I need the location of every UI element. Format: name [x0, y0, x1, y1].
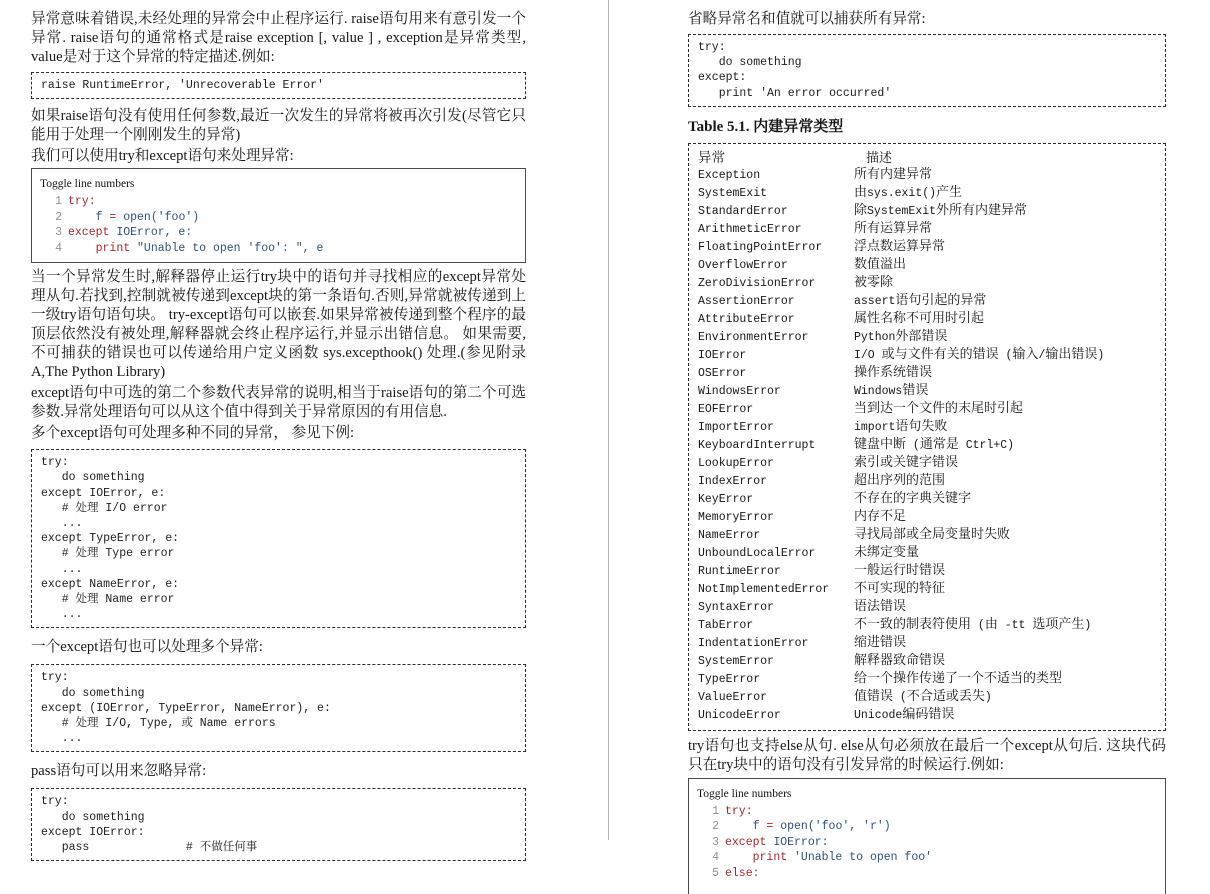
right-column	[608, 0, 1210, 880]
exception-name: WindowsError	[698, 384, 781, 398]
exception-description: 数值溢出	[854, 255, 907, 271]
code-line: # 处理 Name error	[41, 593, 175, 607]
highlighted-code	[40, 194, 517, 256]
table-row	[698, 688, 1156, 706]
table-row	[698, 292, 1156, 310]
code-line: 4 print "Unable to open 'foo': ", e	[40, 241, 517, 257]
code-block-catch-all	[688, 34, 1166, 107]
table-row	[698, 310, 1156, 328]
code-line: except:	[698, 71, 747, 85]
table-row	[698, 544, 1156, 562]
table-row	[698, 472, 1156, 490]
table-row	[698, 616, 1156, 634]
exception-description: Unicode编码错误	[854, 705, 955, 722]
code-line: except TypeError, e:	[41, 532, 180, 546]
table-row	[698, 580, 1156, 598]
code-line: print 'An error occurred'	[698, 86, 892, 100]
exception-name: UnboundLocalError	[698, 546, 816, 560]
code-line: ...	[41, 562, 83, 576]
exception-description: 超出序列的范围	[854, 471, 946, 487]
code-line: 2 f = open('foo')	[40, 210, 517, 226]
table-row	[698, 346, 1156, 364]
code-line: 1 try:	[697, 804, 1157, 820]
exception-name: OverflowError	[698, 258, 788, 272]
exception-description: 缩进错误	[854, 633, 907, 649]
exception-description: 由sys.exit()产生	[854, 183, 963, 200]
table-row	[698, 562, 1156, 580]
exception-description: 未绑定变量	[854, 543, 920, 559]
exception-description: 键盘中断 (通常是 Ctrl+C)	[854, 435, 1015, 452]
exception-name: KeyboardInterrupt	[698, 438, 816, 452]
paragraph-intro: 异常意味着错误,未经处理的异常会中止程序运行. raise语句用来有意引发一个异常. raise语句的通常格式是raise exception [, value ] , exception是异常类型, value是对于这个异常的特定描述.例如:	[31, 11, 526, 65]
table-row	[698, 400, 1156, 418]
exception-name: StandardError	[698, 204, 788, 218]
exception-description: assert语句引起的异常	[854, 291, 987, 308]
exception-name: SystemError	[698, 654, 774, 668]
code-line: 5 else:	[697, 866, 1157, 882]
table-row	[698, 382, 1156, 400]
exception-name: OSError	[698, 366, 747, 380]
code-block-try-open	[31, 168, 526, 263]
table-row	[698, 652, 1156, 670]
exception-description: 所有内建异常	[854, 165, 933, 181]
table-row	[698, 220, 1156, 238]
exception-description: Python外部错误	[854, 327, 948, 344]
header-exception: 异常	[698, 149, 725, 165]
exception-name: FloatingPointError	[698, 240, 823, 254]
code-line: raise RuntimeError, 'Unrecoverable Error'	[41, 79, 324, 92]
code-line: do something	[698, 56, 802, 70]
exception-description: 不可实现的特征	[854, 579, 946, 595]
exception-name: NotImplementedError	[698, 582, 830, 596]
code-line: 3 except IOError, e:	[40, 225, 517, 241]
exception-description: 不存在的字典关键字	[854, 489, 972, 505]
paragraph-one-except-many: 一个except语句也可以处理多个异常:	[31, 639, 263, 656]
table-row	[698, 184, 1156, 202]
exception-name: TabError	[698, 618, 754, 632]
table-header-row	[698, 150, 1156, 166]
exception-description: 索引或关键字错误	[854, 453, 959, 469]
highlighted-code	[697, 804, 1157, 882]
code-line: try:	[698, 41, 726, 54]
code-line: try:	[41, 671, 69, 685]
line-number: 5	[712, 866, 719, 880]
left-column	[0, 0, 608, 855]
exception-name: ZeroDivisionError	[698, 276, 816, 290]
exception-table	[688, 143, 1166, 731]
table-row	[698, 634, 1156, 652]
line-number: 4	[55, 241, 62, 255]
paragraph-catch-all: 省略异常名和值就可以捕获所有异常:	[688, 11, 926, 27]
line-number: 3	[712, 835, 719, 849]
toggle-line-numbers-link[interactable]: Toggle line numbers	[697, 787, 792, 800]
table-row	[698, 490, 1156, 508]
exception-name: IndexError	[698, 474, 768, 488]
code-line: except (IOError, TypeError, NameError), e:	[41, 701, 331, 715]
exception-description: 操作系统错误	[854, 363, 933, 379]
exception-description: 除SystemExit外所有内建异常	[854, 201, 1028, 218]
exception-name: SyntaxError	[698, 600, 774, 614]
table-row	[698, 202, 1156, 220]
table-row	[698, 670, 1156, 688]
code-line: # 处理 I/O error	[41, 501, 168, 515]
line-number: 4	[712, 851, 719, 865]
exception-name: KeyError	[698, 492, 754, 506]
exception-description: 浮点数运算异常	[854, 237, 946, 253]
exception-description: 语法错误	[854, 597, 907, 613]
table-row	[698, 526, 1156, 544]
exception-name: LookupError	[698, 456, 774, 470]
exception-description: 所有运算异常	[854, 219, 933, 235]
paragraph-multi-except: 多个except语句可处理多种不同的异常， 参见下例:	[31, 425, 355, 442]
table-row	[698, 598, 1156, 616]
exception-description: I/O 或与文件有关的错误 (输入/输出错误)	[854, 345, 1105, 362]
exception-name: ArithmeticError	[698, 222, 802, 236]
code-line: try:	[41, 795, 69, 809]
code-line: ...	[41, 732, 83, 746]
exception-description: 被零除	[854, 273, 894, 289]
exception-name: ImportError	[698, 420, 774, 434]
code-line: 1 try:	[40, 194, 517, 210]
table-row	[698, 274, 1156, 292]
code-block-tuple-except	[31, 664, 526, 752]
code-line: 3 except IOError:	[697, 835, 1157, 851]
paragraph-reraise: 如果raise语句没有使用任何参数,最近一次发生的异常将被再次引发(尽管它只能用于处理一个刚刚发生的异常)	[31, 108, 526, 144]
code-line: 2 f = open('foo', 'r')	[697, 819, 1157, 835]
code-line: try:	[41, 456, 69, 470]
code-block-try-else	[688, 778, 1166, 894]
code-block-pass	[31, 788, 526, 861]
exception-name: ValueError	[698, 690, 768, 704]
paragraph-pass: pass语句可以用来忽略异常:	[31, 763, 207, 780]
exception-name: TypeError	[698, 672, 761, 686]
table-row	[698, 706, 1156, 724]
exception-description: 寻找局部或全局变量时失败	[854, 525, 1011, 541]
table-row	[698, 436, 1156, 454]
table-row	[698, 454, 1156, 472]
code-line: # 处理 I/O, Type, 或 Name errors	[41, 717, 276, 731]
exception-name: AttributeError	[698, 312, 795, 326]
table-row	[698, 508, 1156, 526]
code-line: ...	[41, 608, 83, 622]
exception-name: SystemExit	[698, 186, 768, 200]
code-line: do something	[41, 471, 145, 485]
exception-name: UnicodeError	[698, 708, 781, 722]
table-row	[698, 238, 1156, 256]
line-number: 2	[712, 820, 719, 834]
code-line: # 处理 Type error	[41, 547, 175, 561]
table-row	[698, 166, 1156, 184]
line-number: 2	[55, 210, 62, 224]
code-line: except NameError, e:	[41, 577, 180, 591]
paragraph-else-clause: try语句也支持else从句. else从句必须放在最后一个except从句后. 这块代码只在try块中的语句没有引发异常的时候运行.例如:	[688, 737, 1166, 773]
exception-description: 内存不足	[854, 507, 907, 523]
paragraph-second-arg: except语句中可选的第二个参数代表异常的说明,相当于raise语句的第二个可选参数.异常处理语句可以从这个值中得到关于异常原因的有用信息.	[31, 385, 526, 421]
exception-name: Exception	[698, 168, 761, 182]
table-row	[698, 328, 1156, 346]
exception-name: IOError	[698, 348, 747, 362]
code-line: 4 print 'Unable to open foo'	[697, 850, 1157, 866]
exception-name: MemoryError	[698, 510, 774, 524]
toggle-line-numbers-link[interactable]: Toggle line numbers	[40, 178, 135, 191]
exception-name: EOFError	[698, 402, 754, 416]
header-description: 描述	[866, 149, 893, 165]
exception-description: 不一致的制表符使用 (由 -tt 选项产生)	[854, 615, 1092, 632]
paragraph-when-exception: 当一个异常发生时,解释器停止运行try块中的语句并寻找相应的except异常处理从句.若找到,控制就被传递到except块的第一条语句.否则,异常就被传递到上一级try语句语句块。 try-except语句可以嵌套.如果异常被传递到整个程序的最顶层依然没有被处理,解释器就会终止程序运行,并显示出错信息。 如果需要,不可捕获的错误也可以传递给用户定义函数 sys.excepthook() 处理.(参见附录A,The Python Library)	[31, 269, 526, 381]
exception-description: import语句失败	[854, 417, 948, 434]
exception-description: 给一个操作传递了一个不适当的类型	[854, 669, 1063, 685]
code-line: ...	[41, 517, 83, 531]
table-title: Table 5.1. 内建异常类型	[688, 118, 844, 135]
line-number: 3	[55, 226, 62, 240]
code-line: except IOError, e:	[41, 486, 166, 500]
exception-name: EnvironmentError	[698, 330, 809, 344]
line-number: 1	[712, 804, 719, 818]
code-line: except IOError:	[41, 825, 145, 839]
line-number: 1	[55, 195, 62, 209]
table-row	[698, 418, 1156, 436]
exception-description: 属性名称不可用时引起	[854, 309, 985, 325]
code-block-multi-except	[31, 449, 526, 628]
exception-name: NameError	[698, 528, 761, 542]
exception-description: 当到达一个文件的末尾时引起	[854, 399, 1024, 415]
code-line: pass # 不做任何事	[41, 841, 258, 855]
table-row	[698, 256, 1156, 274]
paragraph-try-except-intro: 我们可以使用try和except语句来处理异常:	[31, 148, 294, 165]
exception-description: Windows错误	[854, 381, 929, 398]
exception-name: RuntimeError	[698, 564, 781, 578]
exception-name: IndentationError	[698, 636, 809, 650]
exception-name: AssertionError	[698, 294, 795, 308]
table-row	[698, 364, 1156, 382]
code-block-raise	[31, 72, 526, 99]
exception-description: 值错误 (不合适或丢失)	[854, 687, 992, 704]
exception-description: 一般运行时错误	[854, 561, 946, 577]
exception-description: 解释器致命错误	[854, 651, 946, 667]
code-line: do something	[41, 810, 145, 824]
code-line: do something	[41, 686, 145, 700]
